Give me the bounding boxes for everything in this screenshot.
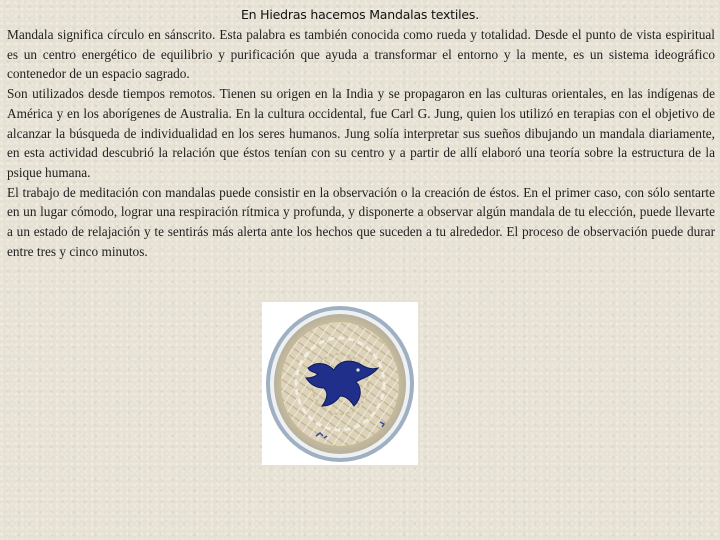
mandala-image <box>262 302 418 465</box>
paragraph-history: Son utilizados desde tiempos remotos. Tienen su origen en la India y se propagaron en las culturas orientales, en las indígenas de América y en los aborígenes de Australia. En la cultura occidental, fue Carl G. Jung, quien los utilizó en terapias con el objetivo de alcanzar la búsqueda de individualidad en los seres humanos. Jung solía interpretar sus sueños dibujando un mandala diariamente, en esta actividad descubrió la relación que éstos tenían con su centro y a partir de allí elaboró una teoría sobre la estructura de la psique humana. <box>7 86 715 180</box>
page-title: En Hiedras hacemos Mandalas textiles. <box>240 7 479 22</box>
textile-mandala-dove-icon <box>262 302 418 465</box>
paragraph-meditation: El trabajo de meditación con mandalas puede consistir en la observación o la creación de éstos. En el primer caso, con sólo sentarte en un lugar cómodo, lograr una respiración rítmica y profunda, y disponerte a observar algún mandala de tu elección, puede llevarte a un estado de relajación y te sentirás más alerta ante los hechos que suceden a tu alrededor. El proceso de observación puede durar entre tres y cinco minutos. <box>7 184 715 259</box>
body-text <box>7 25 715 261</box>
paragraph-definition: Mandala significa círculo en sánscrito. Esta palabra es también conocida como rueda y totalidad. Desde el punto de vista espiritual es un centro energético de equilibrio y purificación que ayuda a transformar el entorno y la mente, es un sistema ideográfico contenedor de un espacio sagrado. <box>7 27 715 82</box>
